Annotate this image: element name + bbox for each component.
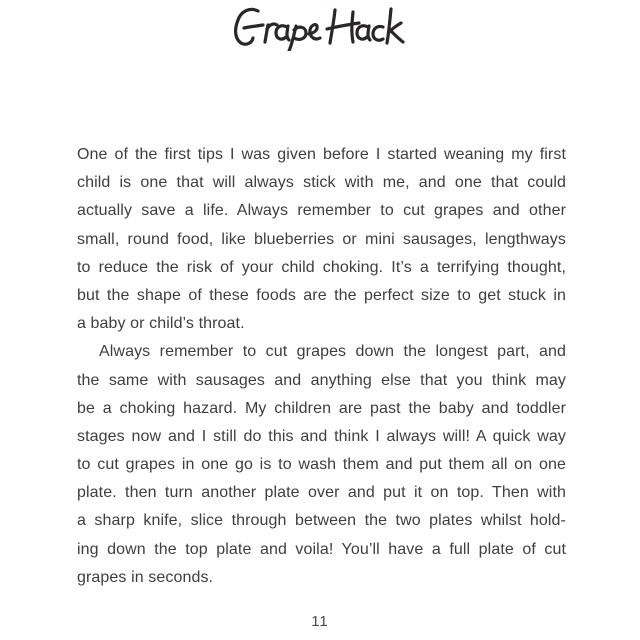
body-line: ing down the top plate and voila! You’ll have a full plate of cut [77,540,566,558]
paragraph-2 [77,338,566,592]
body-line: plate. then turn another plate over and put it on top. Then with [77,484,566,502]
page-number: 11 [311,613,329,630]
page-title [0,5,640,51]
body-line: to reduce the risk of your child choking. It’s a terrifying thought, [77,258,566,276]
body-line: a sharp knife, slice through between the two plates whilst hold- [77,512,566,530]
body-text [77,141,566,592]
body-line: stages now and I still do this and think I always will! A quick way [77,427,566,445]
body-line: a baby or child’s throat. [77,315,245,333]
body-line: small, round food, like blueberries or mini sausages, lengthways [77,230,566,248]
title-handwritten-lettering-icon [232,5,408,51]
body-line: Always remember to cut grapes down the longest part, and [99,343,566,361]
body-line: the same with sausages and anything else that you think may [77,371,566,389]
paragraph-1 [77,141,566,338]
body-line: One of the first tips I was given before I started weaning my first [77,146,566,163]
body-line: be a choking hazard. My children are past the baby and toddler [77,399,566,417]
body-line: child is one that will always stick with me, and one that could [77,174,566,192]
body-line: actually save a life. Always remember to cut grapes and other [77,202,566,220]
body-line: grapes in seconds. [77,568,214,586]
body-line: but the shape of these foods are the perfect size to get stuck in [77,286,566,304]
body-line: to cut grapes in one go is to wash them and put them all on one [77,456,566,474]
